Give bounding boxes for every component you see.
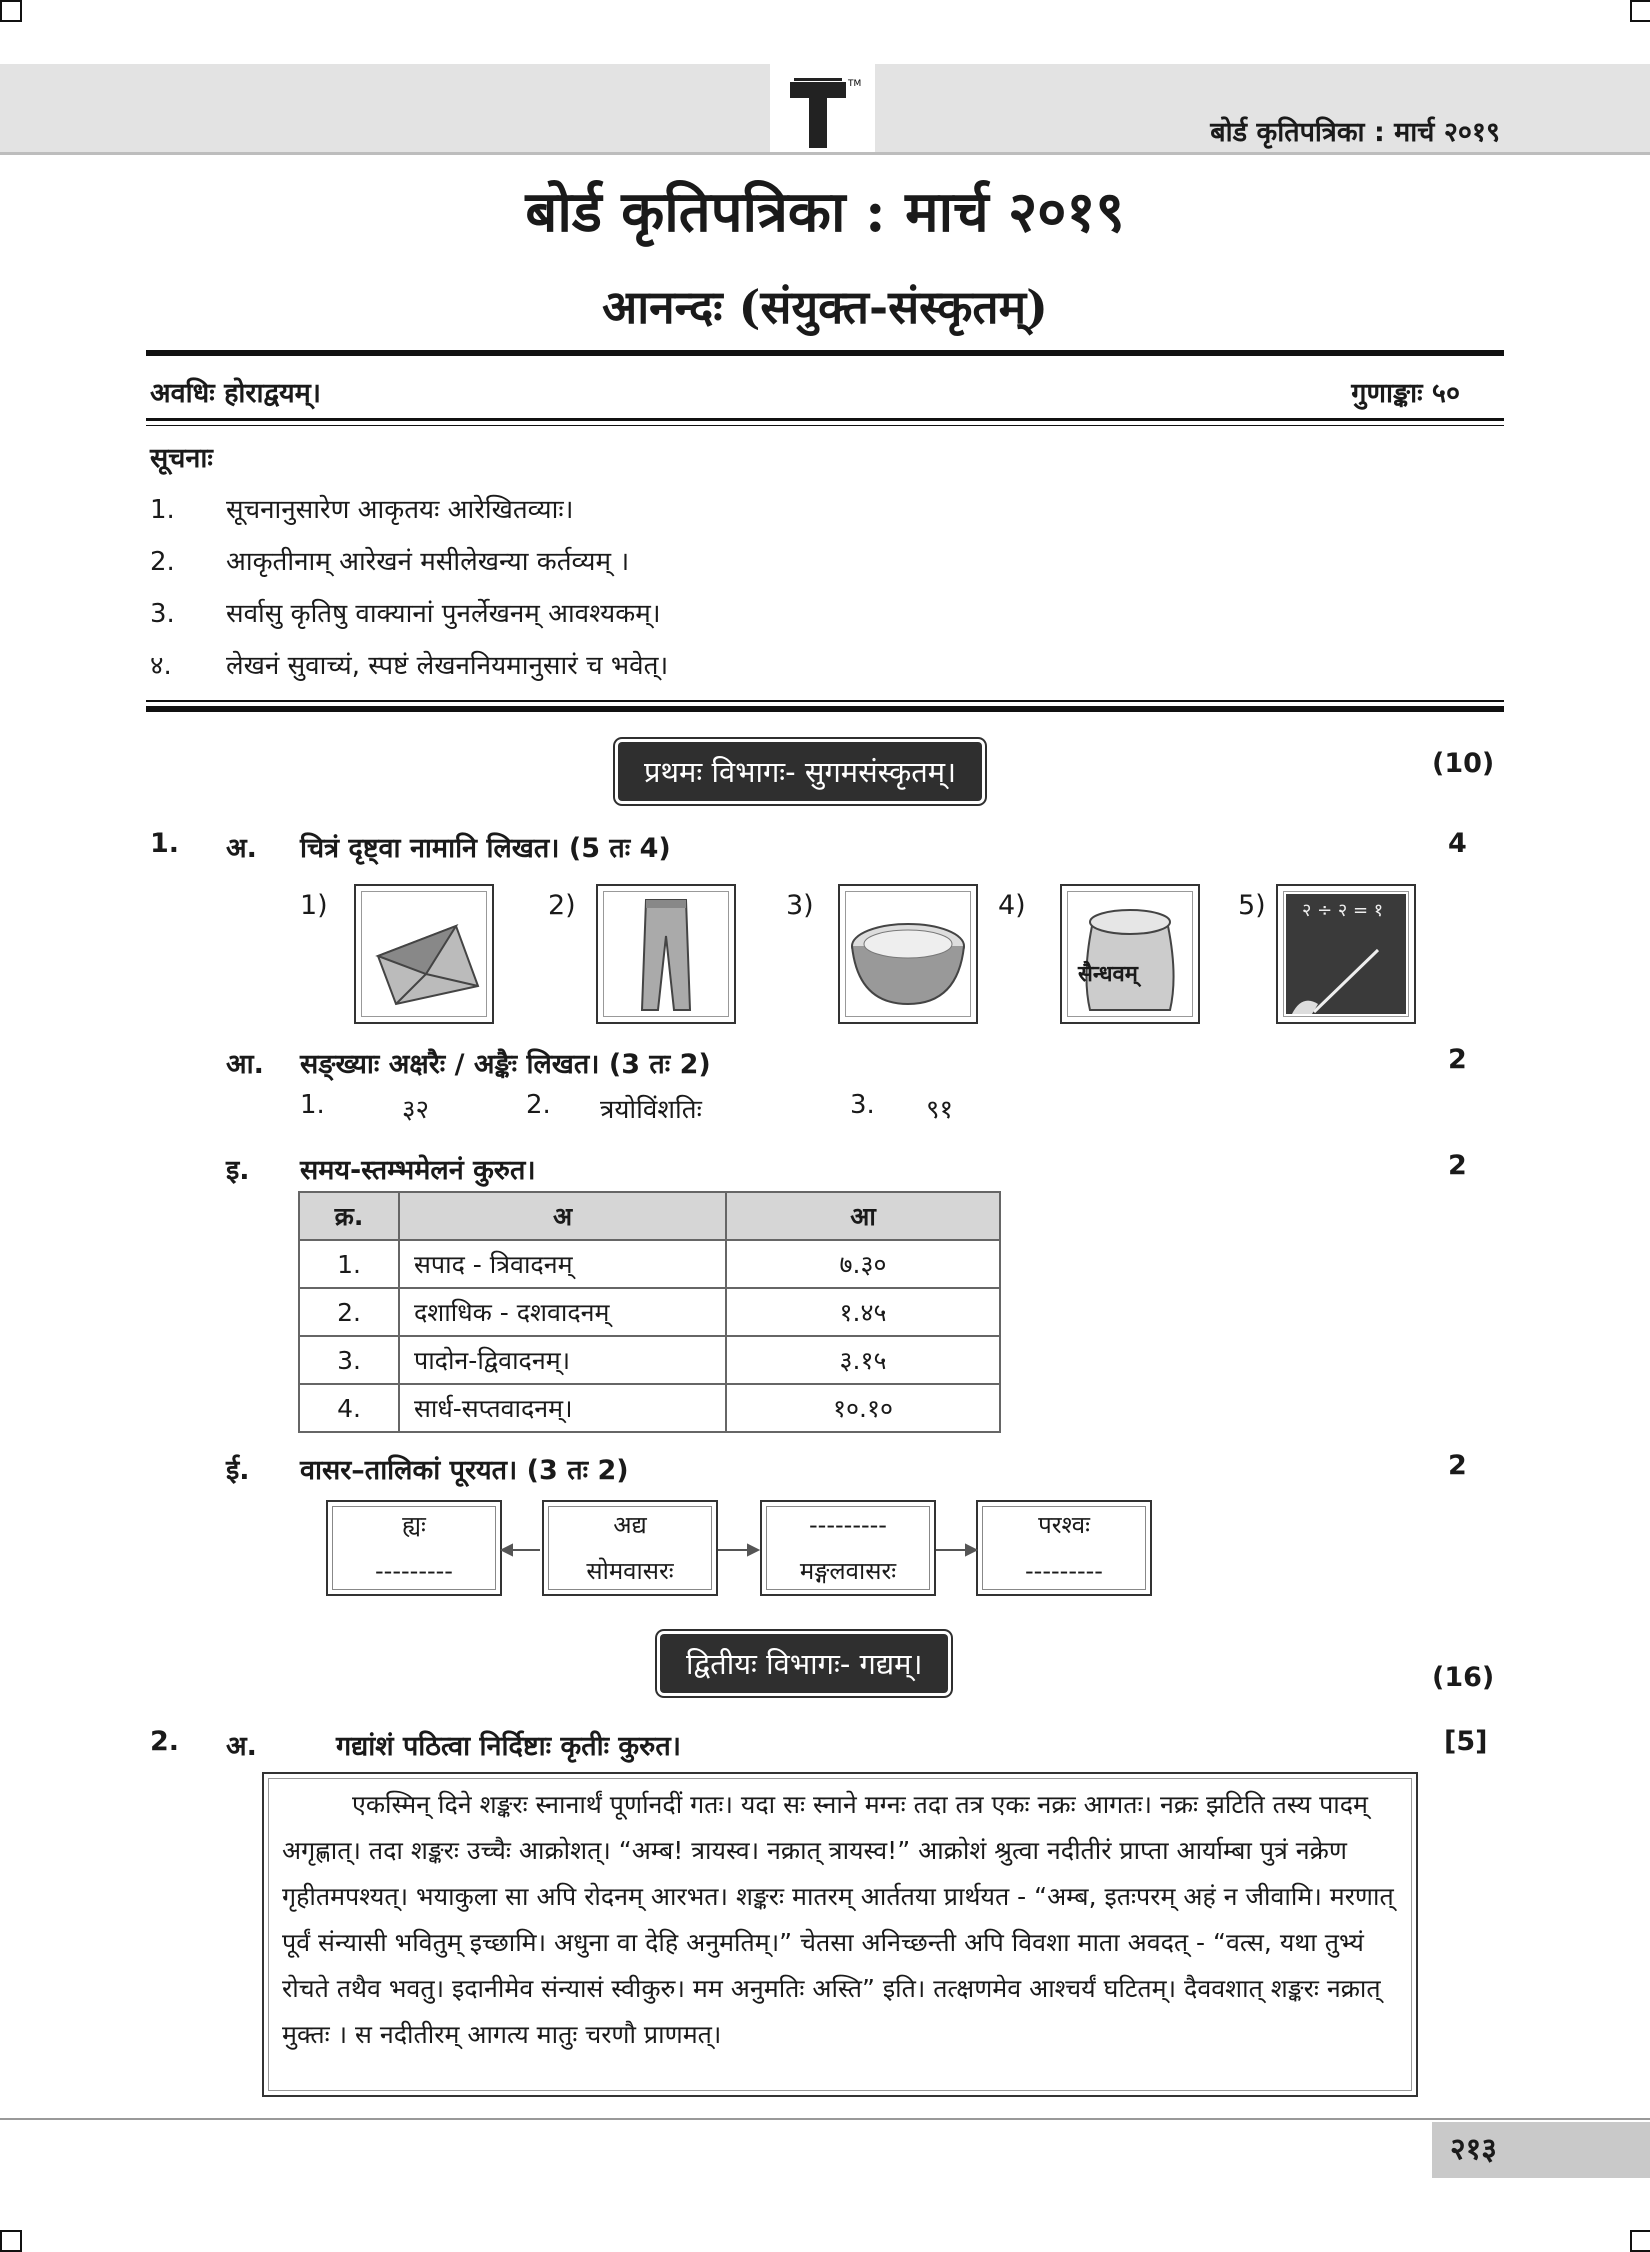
section-2-banner: द्वितीयः विभागः- गद्यम्।	[660, 1634, 948, 1693]
picture-number: 5)	[1238, 890, 1266, 921]
table-cell: 2.	[299, 1288, 399, 1336]
column-header: क्र.	[299, 1192, 399, 1240]
question-text: सङ्ख्याः अक्षरैः / अङ्कैः लिखत। (3 तः 2)	[300, 1049, 711, 1080]
question-text: चित्रं दृष्ट्वा नामानि लिखत। (5 तः 4)	[300, 833, 671, 864]
day-box-bottom: सोमवासरः	[586, 1557, 674, 1585]
table-row	[299, 1384, 1000, 1432]
bowl-icon	[840, 886, 976, 1022]
trousers-icon	[598, 886, 734, 1022]
publisher-logo-icon	[786, 74, 866, 150]
day-box-top: ह्यः	[402, 1511, 426, 1539]
arrow-connectors	[0, 1540, 1650, 1560]
divider	[146, 706, 1504, 712]
header-divider	[0, 152, 1650, 155]
question-text: गद्यांशं पठित्वा निर्दिष्टाः कृतीः कुरुत।	[336, 1731, 681, 1762]
question-marks: 4	[1448, 828, 1467, 859]
page-number: २१३	[1432, 2122, 1650, 2178]
question-text: वासर–तालिकां पूरयत। (3 तः 2)	[300, 1455, 629, 1486]
table-row	[299, 1288, 1000, 1336]
column-header: अ	[399, 1192, 726, 1240]
question-number: 1.	[150, 828, 180, 859]
subquestion-label: इ.	[226, 1155, 250, 1186]
footer-divider	[0, 2118, 1650, 2120]
divider	[146, 350, 1504, 356]
table-cell: पादोन-द्विवादनम्।	[399, 1336, 726, 1384]
table-cell: १०.१०	[726, 1384, 1000, 1432]
subquestion-label: ई.	[226, 1455, 250, 1486]
picture-trousers	[596, 884, 736, 1024]
table-cell: १.४५	[726, 1288, 1000, 1336]
prose-passage-box	[262, 1772, 1418, 2097]
subquestion-label: आ.	[226, 1049, 264, 1080]
total-marks-label: गुणाङ्काः ५०	[1351, 378, 1460, 409]
day-box-top: अद्य	[613, 1511, 647, 1539]
numeral-item-number: 3.	[850, 1090, 875, 1120]
subquestion-label: अ.	[226, 1731, 257, 1762]
instruction-item: ४. लेखनं सुवाच्यं, स्पष्टं लेखननियमानुसारं च भवेत्।	[150, 651, 669, 681]
column-header: आ	[726, 1192, 1000, 1240]
time-match-table	[298, 1191, 1001, 1433]
table-row	[299, 1336, 1000, 1384]
divider	[146, 425, 1504, 426]
subquestion-label: अ.	[226, 833, 257, 864]
numeral-item-number: 2.	[526, 1090, 551, 1120]
divider	[146, 700, 1504, 702]
instruction-item: 3. सर्वासु कृतिषु वाक्यानां पुनर्लेखनम् आवश्यकम्।	[150, 599, 661, 629]
question-text: समय-स्तम्भमेलनं कुरुत।	[300, 1155, 536, 1186]
section-1-banner: प्रथमः विभागः- सुगमसंस्कृतम्।	[618, 742, 982, 801]
divider	[146, 418, 1504, 421]
salt-sack-icon	[1062, 886, 1198, 1022]
picture-envelope	[354, 884, 494, 1024]
numeral-item-value: ३२	[402, 1095, 430, 1125]
numeral-item-number: 1.	[300, 1090, 325, 1120]
day-box-bottom: ---------	[375, 1557, 453, 1585]
day-box-bottom: ---------	[1025, 1557, 1103, 1585]
table-cell: 1.	[299, 1240, 399, 1288]
picture-bowl	[838, 884, 978, 1024]
page-title: बोर्ड कृतिपत्रिका : मार्च २०१९	[525, 179, 1125, 245]
crop-mark	[1630, 0, 1650, 22]
crop-mark	[0, 2230, 22, 2252]
table-cell: दशाधिक - दशवादनम्	[399, 1288, 726, 1336]
picture-caption: सैन्धवम्	[1078, 962, 1138, 987]
table-cell: ३.१५	[726, 1336, 1000, 1384]
svg-text:TM: TM	[848, 79, 862, 89]
crop-mark	[0, 0, 22, 22]
picture-blackboard	[1276, 884, 1416, 1024]
day-box-bottom: मङ्गलवासरः	[799, 1557, 897, 1585]
section-2-marks: (16)	[1432, 1662, 1495, 1693]
table-cell: सपाद - त्रिवादनम्	[399, 1240, 726, 1288]
table-row	[299, 1240, 1000, 1288]
table-header-row	[299, 1192, 1000, 1240]
question-marks: 2	[1448, 1044, 1467, 1075]
instruction-item: 2. आकृतीनाम् आरेखनं मसीलेखन्या कर्तव्यम् ।	[150, 547, 630, 577]
duration-label: अवधिः होराद्वयम्।	[150, 378, 322, 409]
picture-salt-sack	[1060, 884, 1200, 1024]
instruction-item: 1. सूचनानुसारेण आकृतयः आरेखितव्याः।	[150, 495, 574, 525]
table-cell: सार्ध-सप्तवादनम्।	[399, 1384, 726, 1432]
header-band	[0, 64, 770, 152]
running-header: बोर्ड कृतिपत्रिका : मार्च २०१९	[1210, 117, 1500, 148]
instructions-heading: सूचनाः	[150, 443, 213, 474]
table-cell: 4.	[299, 1384, 399, 1432]
page-subtitle: आनन्दः (संयुक्त-संस्कृतम्)	[602, 280, 1048, 334]
numeral-item-value: त्रयोविंशतिः	[600, 1095, 702, 1125]
question-marks: [5]	[1444, 1726, 1488, 1757]
picture-number: 1)	[300, 890, 328, 921]
question-marks: 2	[1448, 1150, 1467, 1181]
picture-number: 2)	[548, 890, 576, 921]
prose-passage: एकस्मिन् दिने शङ्करः स्नानार्थं पूर्णानदीं गतः। यदा सः स्नाने मग्नः तदा तत्र एकः नक्रः आगतः। नक्रः झटिति तस्य पादम् अगृह्णात्। तदा शङ्करः उच्चैः आक्रोशत्। “अम्ब! त्रायस्व। नक्रात् त्रायस्व!” आक्रोशं श्रुत्वा नदीतीरं प्राप्ता आर्याम्बा पुत्रं नक्रेण गृहीतमपश्यत्। भयाकुला सा अपि रोदनम् आरभत। शङ्करः मातरम् आर्ततया प्रार्थयत - “अम्ब, इतःपरम् अहं न जीवामि। मरणात् पूर्वं संन्यासी भवितुम् इच्छामि। अधुना वा देहि अनुमतिम्।” चेतसा अनिच्छन्ती अपि विवशा माता अवदत् - “वत्स, यथा तुभ्यं रोचते तथैव भवतु। इदानीमेव संन्यासं स्वीकुरु। मम अनुमतिः अस्ति” इति। तत्क्षणमेव आश्चर्यं घटितम्। दैववशात् शङ्करः नक्रात् मुक्तः । स नदीतीरम् आगत्य मातुः चरणौ प्राणमत्।	[282, 1790, 1394, 2049]
day-box-top: परश्वः	[1038, 1511, 1090, 1539]
envelope-icon	[356, 886, 492, 1022]
crop-mark	[1630, 2230, 1650, 2252]
table-cell: 3.	[299, 1336, 399, 1384]
day-box-top: ---------	[809, 1511, 887, 1539]
question-marks: 2	[1448, 1450, 1467, 1481]
numeral-item-value: ९१	[926, 1095, 954, 1125]
section-1-marks: (10)	[1432, 748, 1495, 779]
question-number: 2.	[150, 1726, 180, 1757]
picture-caption: २ ÷ २ = १	[1302, 900, 1384, 921]
picture-number: 3)	[786, 890, 814, 921]
table-cell: ७.३०	[726, 1240, 1000, 1288]
picture-number: 4)	[998, 890, 1026, 921]
